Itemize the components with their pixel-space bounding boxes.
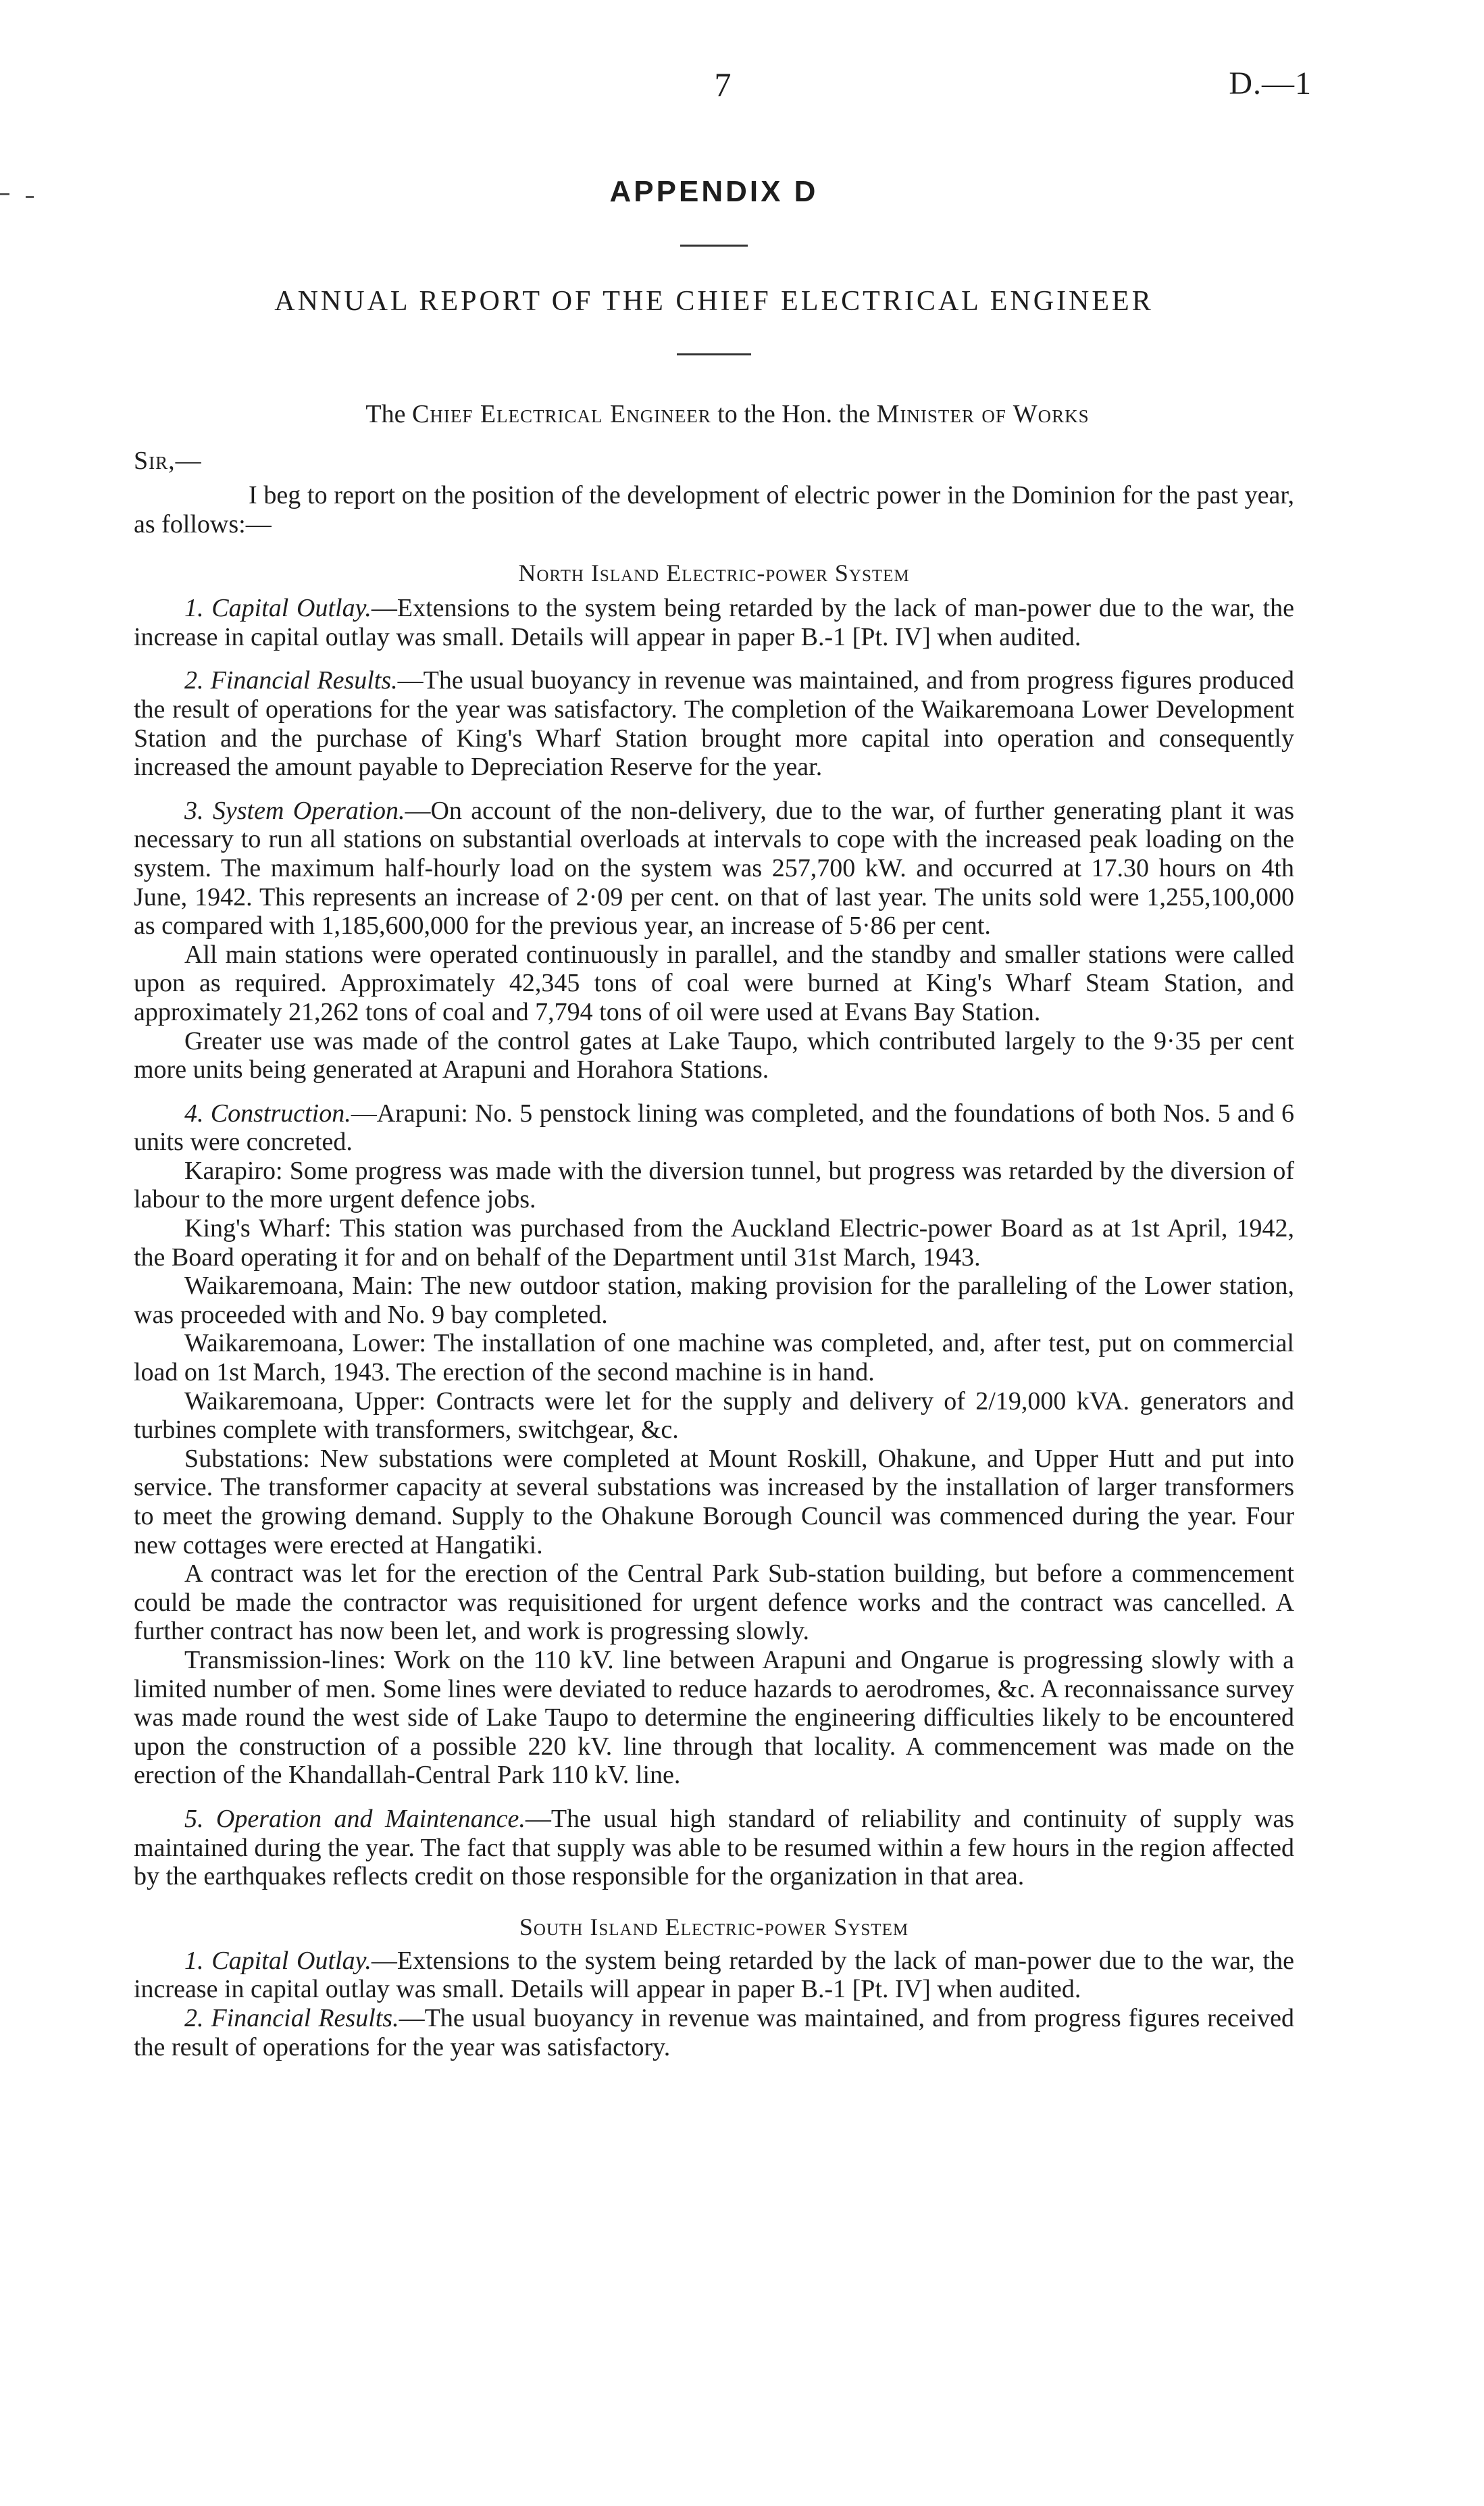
paragraph-body: —Extensions to the system being retarded by the lack of man-power due to the war, the increase in capital outlay was small. Details will appear in paper B.-1 [Pt. IV] when audited. <box>134 1946 1294 2004</box>
report-title: ANNUAL REPORT OF THE CHIEF ELECTRICAL ENGINEER <box>274 286 1154 317</box>
paragraph-title: 5. Operation and Maintenance. <box>184 1804 526 1833</box>
appendix-title: APPENDIX D <box>609 175 819 208</box>
margin-mark <box>0 193 9 195</box>
address-from: Chief Electrical Engineer <box>411 400 711 428</box>
paragraph: Waikaremoana, Lower: The installation of one machine was completed, and, after test, put on commercial load on 1st March, 1943. The erection of the second machine is in hand. <box>134 1329 1294 1387</box>
paragraph: King's Wharf: This station was purchased from the Auckland Electric-power Board as at 1st April, 1942, the Board operating it for and on behalf of the Department until 31st March, 1943. <box>134 1214 1294 1272</box>
paragraph-title: 1. Capital Outlay. <box>184 1946 372 1975</box>
paragraph-title: 3. System Operation. <box>184 796 405 825</box>
intro-paragraph: I beg to report on the position of the development of electric power in the Dominion for the past year, as follows:— <box>134 481 1294 538</box>
paragraph: Substations: New substations were completed at Mount Roskill, Ohakune, and Upper Hutt and put into service. The transformer capacity at several substations was increased by the installation of larger transformers to meet the growing demand. Supply to the Ohakune Borough Council was commenced during the year. Four new cottages were erected at Hangatiki. <box>134 1444 1294 1559</box>
paragraph: Transmission-lines: Work on the 110 kV. line between Arapuni and Ongarue is progressing slowly with a limited number of men. Some lines were deviated to reduce hazards to aerodromes, &c. A reconnaissance survey was made round the west side of Lake Taupo to determine the engineering difficulties likely to be encountered upon the construction of a possible 220 kV. line through that locality. A commencement was made on the erection of the Khandallah-Central Park 110 kV. line. <box>134 1645 1294 1790</box>
paragraph <box>134 594 1294 651</box>
title-divider <box>677 353 751 355</box>
paragraph: A contract was let for the erection of the Central Park Sub-station building, but before a commencement could be made the contractor was requisitioned for urgent defence works and the contract was cancelled. A further contract has now been let, and work is progressing slowly. <box>134 1559 1294 1646</box>
paragraph <box>134 1805 1294 1891</box>
address-line <box>161 397 1294 431</box>
document-body <box>134 162 1294 2061</box>
paragraph: Karapiro: Some progress was made with the diversion tunnel, but progress was retarded by the diversion of labour to the more urgent defence jobs. <box>134 1156 1294 1214</box>
paragraph-title: 2. Financial Results. <box>184 666 398 695</box>
paragraph: Waikaremoana, Upper: Contracts were let for the supply and delivery of 2/19,000 kVA. generators and turbines complete with transformers, switchgear, &c. <box>134 1386 1294 1445</box>
paragraph: Waikaremoana, Main: The new outdoor station, making provision for the paralleling of the Lower station, was proceeded with and No. 9 bay completed. <box>134 1272 1294 1329</box>
section-heading-south: South Island Electric-power System <box>519 1913 909 1940</box>
title-divider <box>680 245 748 247</box>
paragraph-body: —Extensions to the system being retarded by the lack of man-power due to the war, the increase in capital outlay was small. Details will appear in paper B.-1 [Pt. IV] when audited. <box>134 594 1294 651</box>
page-reference: D.—1 <box>1229 66 1312 101</box>
section-heading-north: North Island Electric-power System <box>518 559 910 587</box>
margin-mark <box>26 196 34 198</box>
paragraph-body: —The usual buoyancy in revenue was maintained, and from progress figures produced the result of operations for the year was satisfactory. The completion of the Waikaremoana Lower Development Station and the purchase of King's Wharf Station brought more capital into operation and consequently increased the amount payable to Depreciation Reserve for the year. <box>134 666 1294 782</box>
address-mid: to the Hon. the <box>717 400 871 428</box>
page-number: 7 <box>714 66 732 103</box>
address-to: Minister of Works <box>876 400 1090 428</box>
paragraph-title: 4. Construction. <box>184 1099 351 1128</box>
paragraph <box>134 797 1294 941</box>
paragraph-body: —Arapuni: No. 5 penstock lining was completed, and the foundations of both Nos. 5 and 6 units were concreted. <box>134 1099 1294 1157</box>
paragraph <box>134 2004 1294 2061</box>
paragraph <box>134 666 1294 781</box>
paragraph-title: 2. Financial Results. <box>184 2003 399 2032</box>
paragraph-body: —On account of the non-delivery, due to the war, of further generating plant it was necessary to run all stations on substantial overloads at intervals to cope with the increased peak loading on the system. The maximum half-hourly load on the system was 257,700 kW. and occurred at 17.30 hours on 4th June, 1942. This represents an increase of 2·09 per cent. on that of last year. The units sold were 1,255,100,000 as compared with 1,185,600,000 for the previous year, an increase of 5·86 per cent. <box>134 796 1294 941</box>
paragraph-body: —The usual buoyancy in revenue was maintained, and from progress figures received the result of operations for the year was satisfactory. <box>134 2003 1294 2061</box>
salutation: Sir,— <box>134 447 202 475</box>
paragraph-title: 1. Capital Outlay. <box>184 594 372 623</box>
paragraph <box>134 1947 1294 2004</box>
paragraph: Greater use was made of the control gates at Lake Taupo, which contributed largely to the 9·35 per cent more units being generated at Arapuni and Horahora Stations. <box>134 1026 1294 1084</box>
paragraph: All main stations were operated continuously in parallel, and the standby and smaller stations were called upon as required. Approximately 42,345 tons of coal were burned at King's Wharf Steam Station, and approximately 21,262 tons of coal and 7,794 tons of oil were used at Evans Bay Station. <box>134 940 1294 1026</box>
paragraph-body: —The usual high standard of reliability and continuity of supply was maintained during the year. The fact that supply was able to be resumed within a few hours in the region affected by the earthquakes reflects credit on those responsible for the organization in that area. <box>134 1804 1294 1891</box>
address-pre: The <box>365 400 406 428</box>
paragraph <box>134 1099 1294 1157</box>
